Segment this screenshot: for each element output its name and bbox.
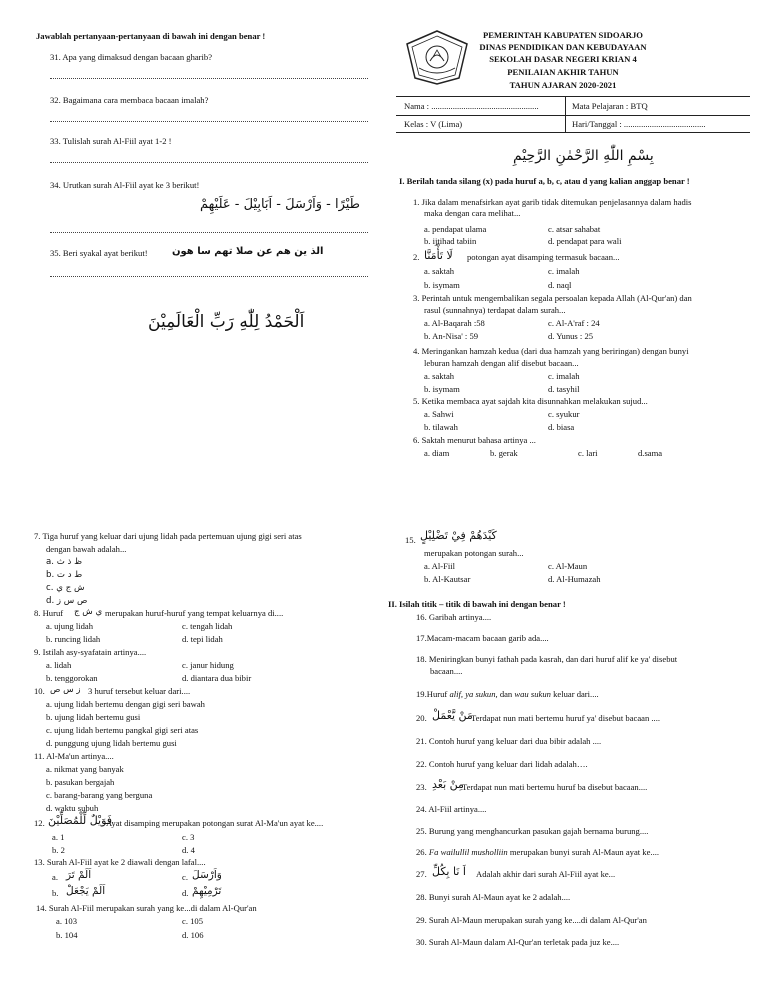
q6-option-a[interactable]: a. diam bbox=[424, 448, 450, 458]
q12-option-d[interactable]: d. 4 bbox=[182, 845, 195, 855]
q11-option-d[interactable]: d. waktu subuh bbox=[46, 803, 99, 813]
q2-option-b[interactable]: b. isymam bbox=[424, 280, 460, 290]
question-19 bbox=[416, 689, 599, 700]
header-line-1: PEMERINTAH KABUPATEN SIDOARJO bbox=[483, 30, 643, 40]
hamdalah-text: اَلْحَمْدُ لِلّٰهِ رَبِّ الْعَالَمِيْنَ bbox=[148, 312, 305, 332]
q9-text: 9. Istilah asy-syafatain artinya.... bbox=[34, 647, 147, 657]
q8-text: merupakan huruf-huruf yang tempat keluarnya di.... bbox=[105, 608, 284, 618]
q26-part-3: merupakan bunyi surah Al-Maun ayat ke.... bbox=[509, 847, 660, 857]
q12-option-b[interactable]: b. 2 bbox=[52, 845, 65, 855]
q6-option-c[interactable]: c. lari bbox=[578, 448, 598, 458]
q14-option-b[interactable]: b. 104 bbox=[56, 930, 78, 940]
question-31: 31. Apa yang dimaksud dengan bacaan gharib? bbox=[50, 52, 213, 62]
question-18-line1: 18. Meniringkan bunyi fathah pada kasrah, dan dari huruf alif ke ya' disebut bbox=[416, 654, 678, 664]
basmalah-text: بِسْمِ اللّٰهِ الرَّحْمٰنِ الرَّحِيْمِ bbox=[513, 148, 654, 164]
q11-option-a[interactable]: a. nikmat yang banyak bbox=[46, 764, 124, 774]
question-21: 21. Contoh huruf yang keluar dari dua bibir adalah .... bbox=[416, 736, 602, 746]
q13-option-a-arabic: اَلَمْ تَرَ bbox=[66, 869, 92, 881]
q15-prefix: 15. bbox=[405, 535, 416, 545]
q19-part-4: wau sukun bbox=[514, 689, 551, 699]
question-34-arabic: طَيْرًا - وَاَرْسَلَ - اَبَابِيْلَ - عَلَيْهِمْ bbox=[200, 197, 361, 212]
q8-option-a[interactable]: a. ujung lidah bbox=[46, 621, 94, 631]
q1-option-a[interactable]: a. pendapat ulama bbox=[424, 224, 487, 234]
question-34: 34. Urutkan surah Al-Fiil ayat ke 3 berikut! bbox=[50, 180, 200, 190]
header-line-3: SEKOLAH DASAR NEGERI KRIAN 4 bbox=[489, 54, 637, 64]
q12-prefix: 12. bbox=[34, 818, 45, 828]
q10-option-d[interactable]: d. punggung ujung lidah bertemu gusi bbox=[46, 738, 177, 748]
q3-text-line2: rasul (sunnahnya) terdapat dalam surah... bbox=[424, 305, 566, 315]
q2-option-c[interactable]: c. imalah bbox=[548, 266, 580, 276]
q3-option-a[interactable]: a. Al-Baqarah :58 bbox=[424, 318, 485, 328]
q1-option-c[interactable]: c. atsar sahabat bbox=[548, 224, 601, 234]
question-35: 35. Beri syakal ayat berikut! bbox=[50, 248, 148, 258]
question-35-arabic: الذ ين هم عن صلا تهم سا هون bbox=[172, 246, 324, 257]
q9-option-d[interactable]: d. diantara dua bibir bbox=[182, 673, 252, 683]
info-divider bbox=[396, 115, 750, 116]
q5-option-a[interactable]: a. Sahwi bbox=[424, 409, 454, 419]
q13-option-d[interactable]: d. bbox=[182, 888, 189, 898]
q15-option-a[interactable]: a. Al-Fiil bbox=[424, 561, 456, 571]
kelas-label: Kelas : V (Lima) bbox=[404, 119, 463, 129]
q1-text-line1: 1. Jika dalam menafsirkan ayat garib tidak ditemukan penjelasannya dalam hadis bbox=[413, 197, 692, 207]
answer-line-31[interactable] bbox=[50, 78, 368, 79]
q1-option-b[interactable]: b. ijtihad tabiin bbox=[424, 236, 477, 246]
q7-text-line1: 7. Tiga huruf yang keluar dari ujung lidah pada pertemuan ujung gigi seri atas bbox=[34, 531, 302, 541]
q27-text: Adalah akhir dari surah Al-Fiil ayat ke... bbox=[476, 869, 616, 879]
q27-arabic: اَ نَا بِكُلِّ bbox=[432, 865, 466, 878]
q3-option-b[interactable]: b. An-Nisa' : 59 bbox=[424, 331, 479, 341]
header-divider bbox=[396, 96, 750, 97]
q6-option-d[interactable]: d.sama bbox=[638, 448, 663, 458]
q10-option-c[interactable]: c. ujung lidah bertemu pangkal gigi seri atas bbox=[46, 725, 199, 735]
q3-text-line1: 3. Perintah untuk mengembalikan segala persoalan kepada Allah (Al-Qur'an) dan bbox=[413, 293, 692, 303]
q7-text-line2: dengan bawah adalah... bbox=[46, 544, 127, 554]
q27-prefix: 27. bbox=[416, 869, 427, 879]
q12-option-c[interactable]: c. 3 bbox=[182, 832, 195, 842]
question-24: 24. Al-Fiil artinya.... bbox=[416, 804, 487, 814]
question-29: 29. Surah Al-Maun merupakan surah yang ke....di dalam Al-Qur'an bbox=[416, 915, 647, 925]
q15-option-c[interactable]: c. Al-Maun bbox=[548, 561, 588, 571]
q15-option-d[interactable]: d. Al-Humazah bbox=[548, 574, 601, 584]
q19-part-5: keluar dari.... bbox=[553, 689, 599, 699]
question-17: 17.Macam-macam bacaan garib ada.... bbox=[416, 633, 549, 643]
q13-text: 13. Surah Al-Fiil ayat ke 2 diawali dengan lafal.... bbox=[34, 857, 206, 867]
q15-text: merupakan potongan surah... bbox=[424, 548, 524, 558]
q13-option-c-arabic: وَاَرْسَلَ bbox=[192, 869, 222, 881]
q13-option-a[interactable]: a. bbox=[52, 872, 58, 882]
q4-option-b[interactable]: b. isymam bbox=[424, 384, 460, 394]
instruction-essay: Jawablah pertanyaan-pertanyaan di bawah ini dengan benar ! bbox=[36, 31, 266, 41]
q26-part-1: 26. bbox=[416, 847, 427, 857]
q7-option-a[interactable]: a. ظ ذ ث bbox=[46, 557, 83, 567]
q2-arabic: لَا تَأْمَنَّا bbox=[424, 249, 453, 262]
nama-field[interactable]: Nama : .................................................. bbox=[404, 101, 539, 111]
q5-option-b[interactable]: b. tilawah bbox=[424, 422, 458, 432]
q13-option-d-arabic: تَرْمِيْهِمْ bbox=[192, 885, 222, 897]
q14-option-c[interactable]: c. 105 bbox=[182, 916, 204, 926]
school-emblem-icon bbox=[401, 28, 473, 86]
answer-line-34[interactable] bbox=[50, 232, 368, 233]
q3-option-c[interactable]: c. Al-A'raf : 24 bbox=[548, 318, 600, 328]
q13-option-c[interactable]: c. bbox=[182, 872, 188, 882]
q10-arabic: ز س ص bbox=[50, 685, 81, 695]
q23-prefix: 23. bbox=[416, 782, 427, 792]
q14-option-d[interactable]: d. 106 bbox=[182, 930, 204, 940]
q8-option-b[interactable]: b. runcing lidah bbox=[46, 634, 101, 644]
q8-option-c[interactable]: c. tengah lidah bbox=[182, 621, 233, 631]
q7-option-c[interactable]: c. ش ج ي bbox=[46, 583, 85, 593]
question-25: 25. Burung yang menghancurkan pasukan gajah bernama burung.... bbox=[416, 826, 649, 836]
q9-option-a[interactable]: a. lidah bbox=[46, 660, 72, 670]
q9-option-b[interactable]: b. tenggorokan bbox=[46, 673, 98, 683]
question-18-line2: bacaan.... bbox=[430, 666, 463, 676]
q11-option-c[interactable]: c. barang-barang yang berguna bbox=[46, 790, 153, 800]
q15-option-b[interactable]: b. Al-Kautsar bbox=[424, 574, 471, 584]
q1-option-d[interactable]: d. pendapat para wali bbox=[548, 236, 622, 246]
q20-arabic: مَنْ يَّعْمَلْ bbox=[432, 709, 473, 722]
q2-number: 2. bbox=[413, 252, 420, 262]
q5-option-d[interactable]: d. biasa bbox=[548, 422, 575, 432]
q15-arabic: كَيْدَهُمْ فِيْ تَضْلِيْلٍ bbox=[420, 529, 497, 542]
q19-part-2: alif, ya sukun, bbox=[449, 689, 498, 699]
q10-prefix: 10. bbox=[34, 686, 45, 696]
q4-option-a[interactable]: a. saktah bbox=[424, 371, 455, 381]
question-32: 32. Bagaimana cara membaca bacaan imalah? bbox=[50, 95, 209, 105]
q19-part-3: dan bbox=[499, 689, 513, 699]
q9-option-c[interactable]: c. janur hidung bbox=[182, 660, 234, 670]
q8-prefix: 8. Huruf bbox=[34, 608, 64, 618]
q26-part-2: Fa wailullil musholliin bbox=[428, 847, 508, 857]
info-column-divider bbox=[565, 96, 566, 132]
header-line-4: PENILAIAN AKHIR TAHUN bbox=[507, 67, 619, 77]
answer-line-33[interactable] bbox=[50, 162, 368, 163]
q23-arabic: مِنْ بَعْدِ bbox=[432, 778, 464, 791]
question-22: 22. Contoh huruf yang keluar dari lidah adalah…. bbox=[416, 759, 588, 769]
q2-option-d[interactable]: d. naql bbox=[548, 280, 572, 290]
q7-option-d[interactable]: d. ص س ز bbox=[46, 596, 88, 606]
q23-text: Terdapat nun mati bertemu huruf ba disebut bacaan.... bbox=[462, 782, 648, 792]
header-line-2: DINAS PENDIDIKAN DAN KEBUDAYAAN bbox=[479, 42, 647, 52]
q5-text: 5. Ketika membaca ayat sajdah kita disunnahkan melakukan sujud... bbox=[413, 396, 648, 406]
q8-option-d[interactable]: d. tepi lidah bbox=[182, 634, 223, 644]
section-2-title: II. Isilah titik – titik di bawah ini dengan benar ! bbox=[388, 599, 566, 609]
q20-prefix: 20. bbox=[416, 713, 427, 723]
q20-text: Terdapat nun mati bertemu huruf ya' disebut bacaan .... bbox=[471, 713, 660, 723]
question-26 bbox=[416, 847, 659, 858]
q13-option-b-arabic: اَلَمْ يَجْعَلْ bbox=[66, 885, 106, 897]
q12-option-a[interactable]: a. 1 bbox=[52, 832, 65, 842]
q6-option-b[interactable]: b. gerak bbox=[490, 448, 518, 458]
q10-option-b[interactable]: b. ujung lidah bertemu gusi bbox=[46, 712, 141, 722]
q11-option-b[interactable]: b. pasukan bergajah bbox=[46, 777, 115, 787]
q10-text: 3 huruf tersebut keluar dari.... bbox=[88, 686, 191, 696]
q10-option-a[interactable]: a. ujung lidah bertemu dengan gigi seri bawah bbox=[46, 699, 205, 709]
mata-pelajaran-label: Mata Pelajaran : BTQ bbox=[572, 101, 648, 111]
question-16: 16. Garibah artinya.... bbox=[416, 612, 492, 622]
hari-tanggal-field[interactable]: Hari/Tanggal : ...................................... bbox=[572, 119, 706, 129]
q12-text: Ayat disamping merupakan potongan surat Al-Ma'un ayat ke.... bbox=[106, 818, 324, 828]
q12-arabic: فَوَيْلٌ لِّلْمُصَلِّيْنَ bbox=[48, 814, 113, 827]
answer-line-32[interactable] bbox=[50, 121, 368, 122]
q4-text-line2: leburan hamzah dengan alif disebut bacaan... bbox=[424, 358, 579, 368]
question-28: 28. Bunyi surah Al-Maun ayat ke 2 adalah.... bbox=[416, 892, 571, 902]
question-30: 30. Surah Al-Maun dalam Al-Qur'an terletak pada juz ke.... bbox=[416, 937, 620, 947]
q2-option-a[interactable]: a. saktah bbox=[424, 266, 455, 276]
q2-text: potongan ayat disamping termasuk bacaan... bbox=[467, 252, 620, 262]
q14-option-a[interactable]: a. 103 bbox=[56, 916, 78, 926]
info-bottom-divider bbox=[396, 132, 750, 133]
q8-arabic: ي ش ج bbox=[74, 607, 103, 617]
header-line-5: TAHUN AJARAN 2020-2021 bbox=[509, 80, 617, 90]
q19-part-1: 19.Huruf bbox=[416, 689, 448, 699]
q5-option-c[interactable]: c. syukur bbox=[548, 409, 580, 419]
question-33: 33. Tulislah surah Al-Fiil ayat 1-2 ! bbox=[50, 136, 172, 146]
section-1-title: I. Berilah tanda silang (x) pada huruf a, b, c, atau d yang kalian anggap benar ! bbox=[399, 176, 690, 186]
q4-text-line1: 4. Meringankan hamzah kedua (dari dua hamzah yang beriringan) dengan bunyi bbox=[413, 346, 689, 356]
answer-line-35[interactable] bbox=[50, 276, 368, 277]
q14-text: 14. Surah Al-Fiil merupakan surah yang ke...di dalam Al-Qur'an bbox=[36, 903, 257, 913]
q4-option-d[interactable]: d. tasyhil bbox=[548, 384, 580, 394]
q6-text: 6. Saktah menurut bahasa artinya ... bbox=[413, 435, 536, 445]
q4-option-c[interactable]: c. imalah bbox=[548, 371, 580, 381]
q13-option-b[interactable]: b. bbox=[52, 888, 59, 898]
q1-text-line2: maka dengan cara melihat... bbox=[424, 208, 521, 218]
q7-option-b[interactable]: b. ط د ت bbox=[46, 570, 83, 580]
q3-option-d[interactable]: d. Yunus : 25 bbox=[548, 331, 594, 341]
q11-text: 11. Al-Ma'un artinya.... bbox=[34, 751, 114, 761]
